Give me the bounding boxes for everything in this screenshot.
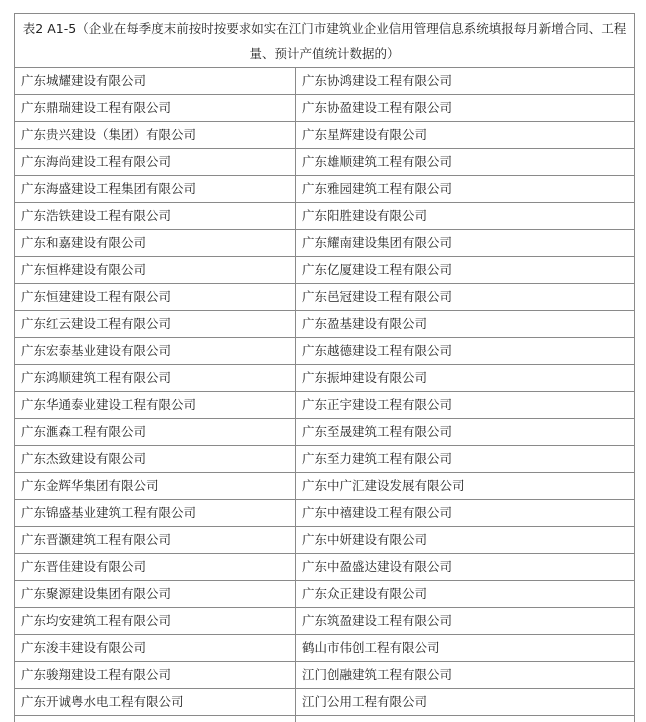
company-name-left: 广东和嘉建设有限公司 [15,230,296,257]
table-row [15,527,635,554]
company-name-left: 广东恒桦建设有限公司 [15,257,296,284]
company-name-right: 江门公用工程有限公司 [296,689,635,716]
company-name-left: 广东海盛建设工程集团有限公司 [15,176,296,203]
company-name-left: 广东晋灏建筑工程有限公司 [15,527,296,554]
table-row [15,176,635,203]
company-name-left: 广东红云建设工程有限公司 [15,311,296,338]
table-row [15,446,635,473]
company-name-left: 广东华通泰业建设工程有限公司 [15,392,296,419]
company-name-right: 广东振坤建设有限公司 [296,365,635,392]
table-row [15,473,635,500]
company-name-left: 广东开诚粤水电工程有限公司 [15,689,296,716]
company-name-right [296,716,635,722]
company-name-right: 广东筑盈建设工程有限公司 [296,608,635,635]
table-row [15,554,635,581]
company-name-right: 广东盈基建设有限公司 [296,311,635,338]
company-name-right: 广东亿厦建设工程有限公司 [296,257,635,284]
table-row [15,581,635,608]
table-row [15,392,635,419]
table-row [15,338,635,365]
company-name-right: 广东协鸿建设工程有限公司 [296,68,635,95]
table-row [15,662,635,689]
table-row [15,230,635,257]
table-row [15,122,635,149]
table-row [15,608,635,635]
company-name-left: 广东杰致建设有限公司 [15,446,296,473]
table-row [15,365,635,392]
company-name-left: 广东贵兴建设（集团）有限公司 [15,122,296,149]
table-caption: 表2 A1-5（企业在每季度末前按时按要求如实在江门市建筑业企业信用管理信息系统填报每月新增合同、工程量、预计产值统计数据的） [15,14,635,68]
company-name-right: 广东星辉建设有限公司 [296,122,635,149]
company-name-left: 广东均安建筑工程有限公司 [15,608,296,635]
company-name-right: 广东阳胜建设有限公司 [296,203,635,230]
table-row [15,149,635,176]
company-name-right: 广东耀南建设集团有限公司 [296,230,635,257]
company-name-right: 广东众正建设有限公司 [296,581,635,608]
table-row [15,203,635,230]
table-row [15,284,635,311]
company-name-left: 广东恒建建设工程有限公司 [15,284,296,311]
company-name-right: 广东至力建筑工程有限公司 [296,446,635,473]
company-name-right: 广东雄顺建筑工程有限公司 [296,149,635,176]
company-name-right: 广东邑冠建设工程有限公司 [296,284,635,311]
company-name-left: 广东海尚建设工程有限公司 [15,149,296,176]
table-row [15,68,635,95]
company-name-left: 广东浚丰建设有限公司 [15,635,296,662]
company-name-left: 广东鼎瑞建设工程有限公司 [15,95,296,122]
company-name-left: 广东浩铁建设工程有限公司 [15,203,296,230]
company-name-right: 广东正宇建设工程有限公司 [296,392,635,419]
company-name-right: 广东中广汇建设发展有限公司 [296,473,635,500]
company-name-right: 广东中妍建设有限公司 [296,527,635,554]
company-name-right: 广东中禧建设工程有限公司 [296,500,635,527]
company-table [14,13,635,722]
company-name-left: 广东城耀建设有限公司 [15,68,296,95]
company-name-left: 广东宏泰基业建设有限公司 [15,338,296,365]
table-row [15,257,635,284]
company-name-right: 广东协盈建设工程有限公司 [296,95,635,122]
company-name-left: 广东聚源建设集团有限公司 [15,581,296,608]
table-row [15,419,635,446]
company-name-left: 广东鸿顺建筑工程有限公司 [15,365,296,392]
company-name-left: 广东锦盛基业建筑工程有限公司 [15,500,296,527]
company-name-right: 广东中盈盛达建设有限公司 [296,554,635,581]
company-name-right: 广东雅园建筑工程有限公司 [296,176,635,203]
table-row [15,95,635,122]
table-row [15,500,635,527]
company-name-left: 广东骏翔建设工程有限公司 [15,662,296,689]
company-name-left: 广东晋佳建设有限公司 [15,554,296,581]
company-name-left: 广东金辉华集团有限公司 [15,473,296,500]
company-name-right: 广东越德建设工程有限公司 [296,338,635,365]
table-row [15,716,635,722]
company-name-right: 鹤山市伟创工程有限公司 [296,635,635,662]
company-name-left: 广东滙森工程有限公司 [15,419,296,446]
table-row [15,635,635,662]
company-name-right: 江门创融建筑工程有限公司 [296,662,635,689]
company-name-left [15,716,296,722]
table-row [15,311,635,338]
table-row [15,689,635,716]
company-name-right: 广东至晟建筑工程有限公司 [296,419,635,446]
table-caption-row [15,14,635,68]
